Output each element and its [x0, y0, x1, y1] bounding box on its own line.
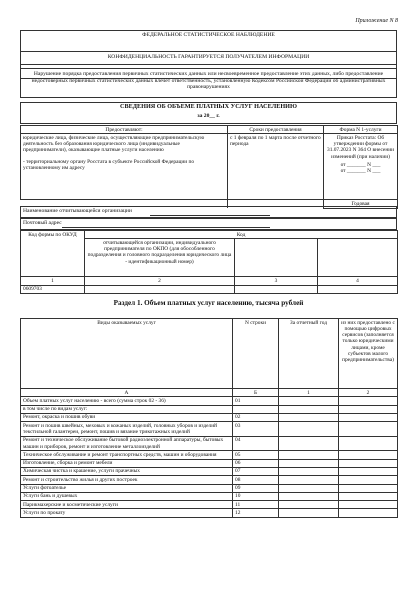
- warning-text: Нарушение порядка предоставления первичных статистических данных или несвоевременное предоставление этих данных, либо предоставление недостоверных первичных статистических данных влечет ответственность, установленную Кодексом Российской Федерации об административных правонарушениях: [31, 71, 386, 91]
- table-row: [21, 509, 398, 517]
- service-name: Услуги по прокату: [21, 509, 233, 517]
- service-name: Ремонт и пошив швейных, меховых и кожаных изделий, головных уборов и изделий текстильной галантереи, ремонт, пошив и вязание трикотажных изделий: [21, 422, 233, 437]
- table-row: [21, 459, 398, 467]
- form-year-line: за 20__ г.: [197, 113, 220, 119]
- service-name: Ремонт и строительство жилья и других построек: [21, 476, 233, 484]
- digital-value[interactable]: [339, 413, 398, 421]
- line-number-header: N строки: [233, 319, 279, 389]
- total-value[interactable]: [279, 397, 339, 405]
- digital-value[interactable]: [339, 492, 398, 500]
- okud-value: 0609703: [21, 285, 85, 293]
- line-number: 06: [233, 459, 279, 467]
- service-name: Услуги фотоателье: [21, 484, 233, 492]
- address-label: Почтовый адрес: [23, 220, 62, 226]
- digital-value[interactable]: [339, 451, 398, 459]
- table-row: [21, 492, 398, 500]
- column-number: 3: [235, 277, 318, 285]
- service-name: Услуги бань и душевых: [21, 492, 233, 500]
- total-header: За отчетный год: [279, 319, 339, 389]
- form-title: СВЕДЕНИЯ ОБ ОБЪЕМЕ ПЛАТНЫХ УСЛУГ НАСЕЛЕНИЮ: [120, 103, 297, 110]
- total-value[interactable]: [279, 459, 339, 467]
- digital-header: из них предоставлено с помощью цифровых сервисов (заполняется только юридическими лицами, кроме субъектов малого предпринимательства): [339, 319, 398, 389]
- total-value[interactable]: [279, 509, 339, 517]
- address-underline: [62, 227, 270, 228]
- service-name: Техническое обслуживание и ремонт транспортных средств, машин и оборудования: [21, 451, 233, 459]
- line-number: 11: [233, 501, 279, 509]
- order-from-1: от _______ N ___: [340, 161, 381, 168]
- org-name-underline: [150, 215, 270, 216]
- services-header: Виды оказываемых услуг: [21, 319, 233, 389]
- code-empty-cell: [318, 239, 398, 277]
- deadline-header: Сроки предоставления: [228, 126, 324, 134]
- column-number: 4: [318, 277, 398, 285]
- submitters-text-1: юридические лица, физические лица, осуществляющие предпринимательскую деятельность без образования юридического лица (индивидуальные предприниматели), оказывающие платные услуги населению: [23, 134, 205, 154]
- table-row: [21, 436, 398, 451]
- letter-cell: А: [21, 389, 233, 397]
- code-label: Код: [85, 231, 398, 239]
- line-number: 12: [233, 509, 279, 517]
- service-name: Химическая чистка и крашение, услуги прачечных: [21, 467, 233, 475]
- letter-cell: Б: [233, 389, 279, 397]
- total-value[interactable]: [279, 484, 339, 492]
- services-table: [20, 318, 398, 518]
- table-row: [21, 422, 398, 437]
- line-number: [233, 405, 279, 413]
- total-value[interactable]: [279, 451, 339, 459]
- column-number: 1: [21, 277, 85, 285]
- total-value[interactable]: [279, 436, 339, 451]
- form-number-header: Форма N 1-услуги: [324, 126, 398, 134]
- letter-cell: 2: [339, 389, 398, 397]
- service-name: Парикмахерские и косметические услуги: [21, 501, 233, 509]
- table-row: [21, 484, 398, 492]
- total-value[interactable]: [279, 492, 339, 500]
- total-value[interactable]: [279, 476, 339, 484]
- okpo-description: отчитывающейся организации, индивидуального предпринимателя по ОКПО (для обособленного подразделения и головного подразделения юридического лица - идентификационный номер): [85, 239, 235, 277]
- codes-table: [20, 230, 398, 294]
- service-name: Ремонт, окраска и пошив обуви: [21, 413, 233, 421]
- total-value[interactable]: [279, 467, 339, 475]
- digital-value[interactable]: [339, 397, 398, 405]
- order-cell: [324, 134, 398, 200]
- submitters-cell: [21, 134, 228, 200]
- service-name: в том числе по видам услуг:: [21, 405, 233, 413]
- federal-observation-title: ФЕДЕРАЛЬНОЕ СТАТИСТИЧЕСКОЕ НАБЛЮДЕНИЕ: [142, 32, 275, 38]
- table-row: [21, 397, 398, 405]
- code-value: [235, 285, 318, 293]
- submission-table: [20, 125, 398, 209]
- order-from-2: от _______ N ___: [340, 168, 381, 175]
- line-number: 01: [233, 397, 279, 405]
- table-row: [21, 405, 398, 413]
- line-number: 07: [233, 467, 279, 475]
- address-row: [20, 218, 397, 230]
- okud-label: Код формы по ОКУД: [21, 231, 85, 277]
- digital-value[interactable]: [339, 436, 398, 451]
- line-number: 10: [233, 492, 279, 500]
- total-value[interactable]: [279, 405, 339, 413]
- digital-value[interactable]: [339, 467, 398, 475]
- letter-cell: 1: [279, 389, 339, 397]
- total-value[interactable]: [279, 413, 339, 421]
- org-name-label: Наименование отчитывающейся организации: [23, 208, 132, 214]
- appendix-label: Приложение N 8: [355, 18, 398, 24]
- table-row: [21, 476, 398, 484]
- column-number: 2: [85, 277, 235, 285]
- digital-value[interactable]: [339, 422, 398, 437]
- line-number: 04: [233, 436, 279, 451]
- line-number: 03: [233, 422, 279, 437]
- line-number: 05: [233, 451, 279, 459]
- annual-label: Годовая: [324, 200, 398, 208]
- service-name: Изготовление, сборка и ремонт мебели: [21, 459, 233, 467]
- deadline-cell: с 1 февраля по 1 марта после отчетного периода: [228, 134, 324, 200]
- table-row: [21, 501, 398, 509]
- line-number: 08: [233, 476, 279, 484]
- service-name: Объем платных услуг населению - всего (сумма строк 02 - 36): [21, 397, 233, 405]
- code-value: [318, 285, 398, 293]
- line-number: 09: [233, 484, 279, 492]
- digital-value[interactable]: [339, 459, 398, 467]
- order-text: Приказ Росстата: Об утверждении формы от 31.07.2023 N 364 О внесении изменений (при наличии): [327, 134, 394, 160]
- table-row: [21, 451, 398, 459]
- submitters-text-2: - территориальному органу Росстата в субъекте Российской Федерации по установленному им адресу: [23, 158, 195, 171]
- section-title: Раздел 1. Объем платных услуг населению, тысяча рублей: [113, 299, 304, 307]
- table-row: [21, 467, 398, 475]
- total-value[interactable]: [279, 501, 339, 509]
- digital-value[interactable]: [339, 484, 398, 492]
- digital-value[interactable]: [339, 509, 398, 517]
- code-empty-cell: [235, 239, 318, 277]
- digital-value[interactable]: [339, 476, 398, 484]
- digital-value[interactable]: [339, 405, 398, 413]
- table-row: [21, 413, 398, 421]
- total-value[interactable]: [279, 422, 339, 437]
- service-name: Ремонт и техническое обслуживание бытовой радиоэлектронной аппаратуры, бытовых машин и приборов, ремонт и изготовление металлоизделий: [21, 436, 233, 451]
- submitters-header: Предоставляют:: [21, 126, 228, 134]
- okpo-value: [85, 285, 235, 293]
- digital-value[interactable]: [339, 501, 398, 509]
- line-number: 02: [233, 413, 279, 421]
- confidentiality-text: КОНФИДЕНЦИАЛЬНОСТЬ ГАРАНТИРУЕТСЯ ПОЛУЧАТЕЛЕМ ИНФОРМАЦИИ: [107, 54, 310, 60]
